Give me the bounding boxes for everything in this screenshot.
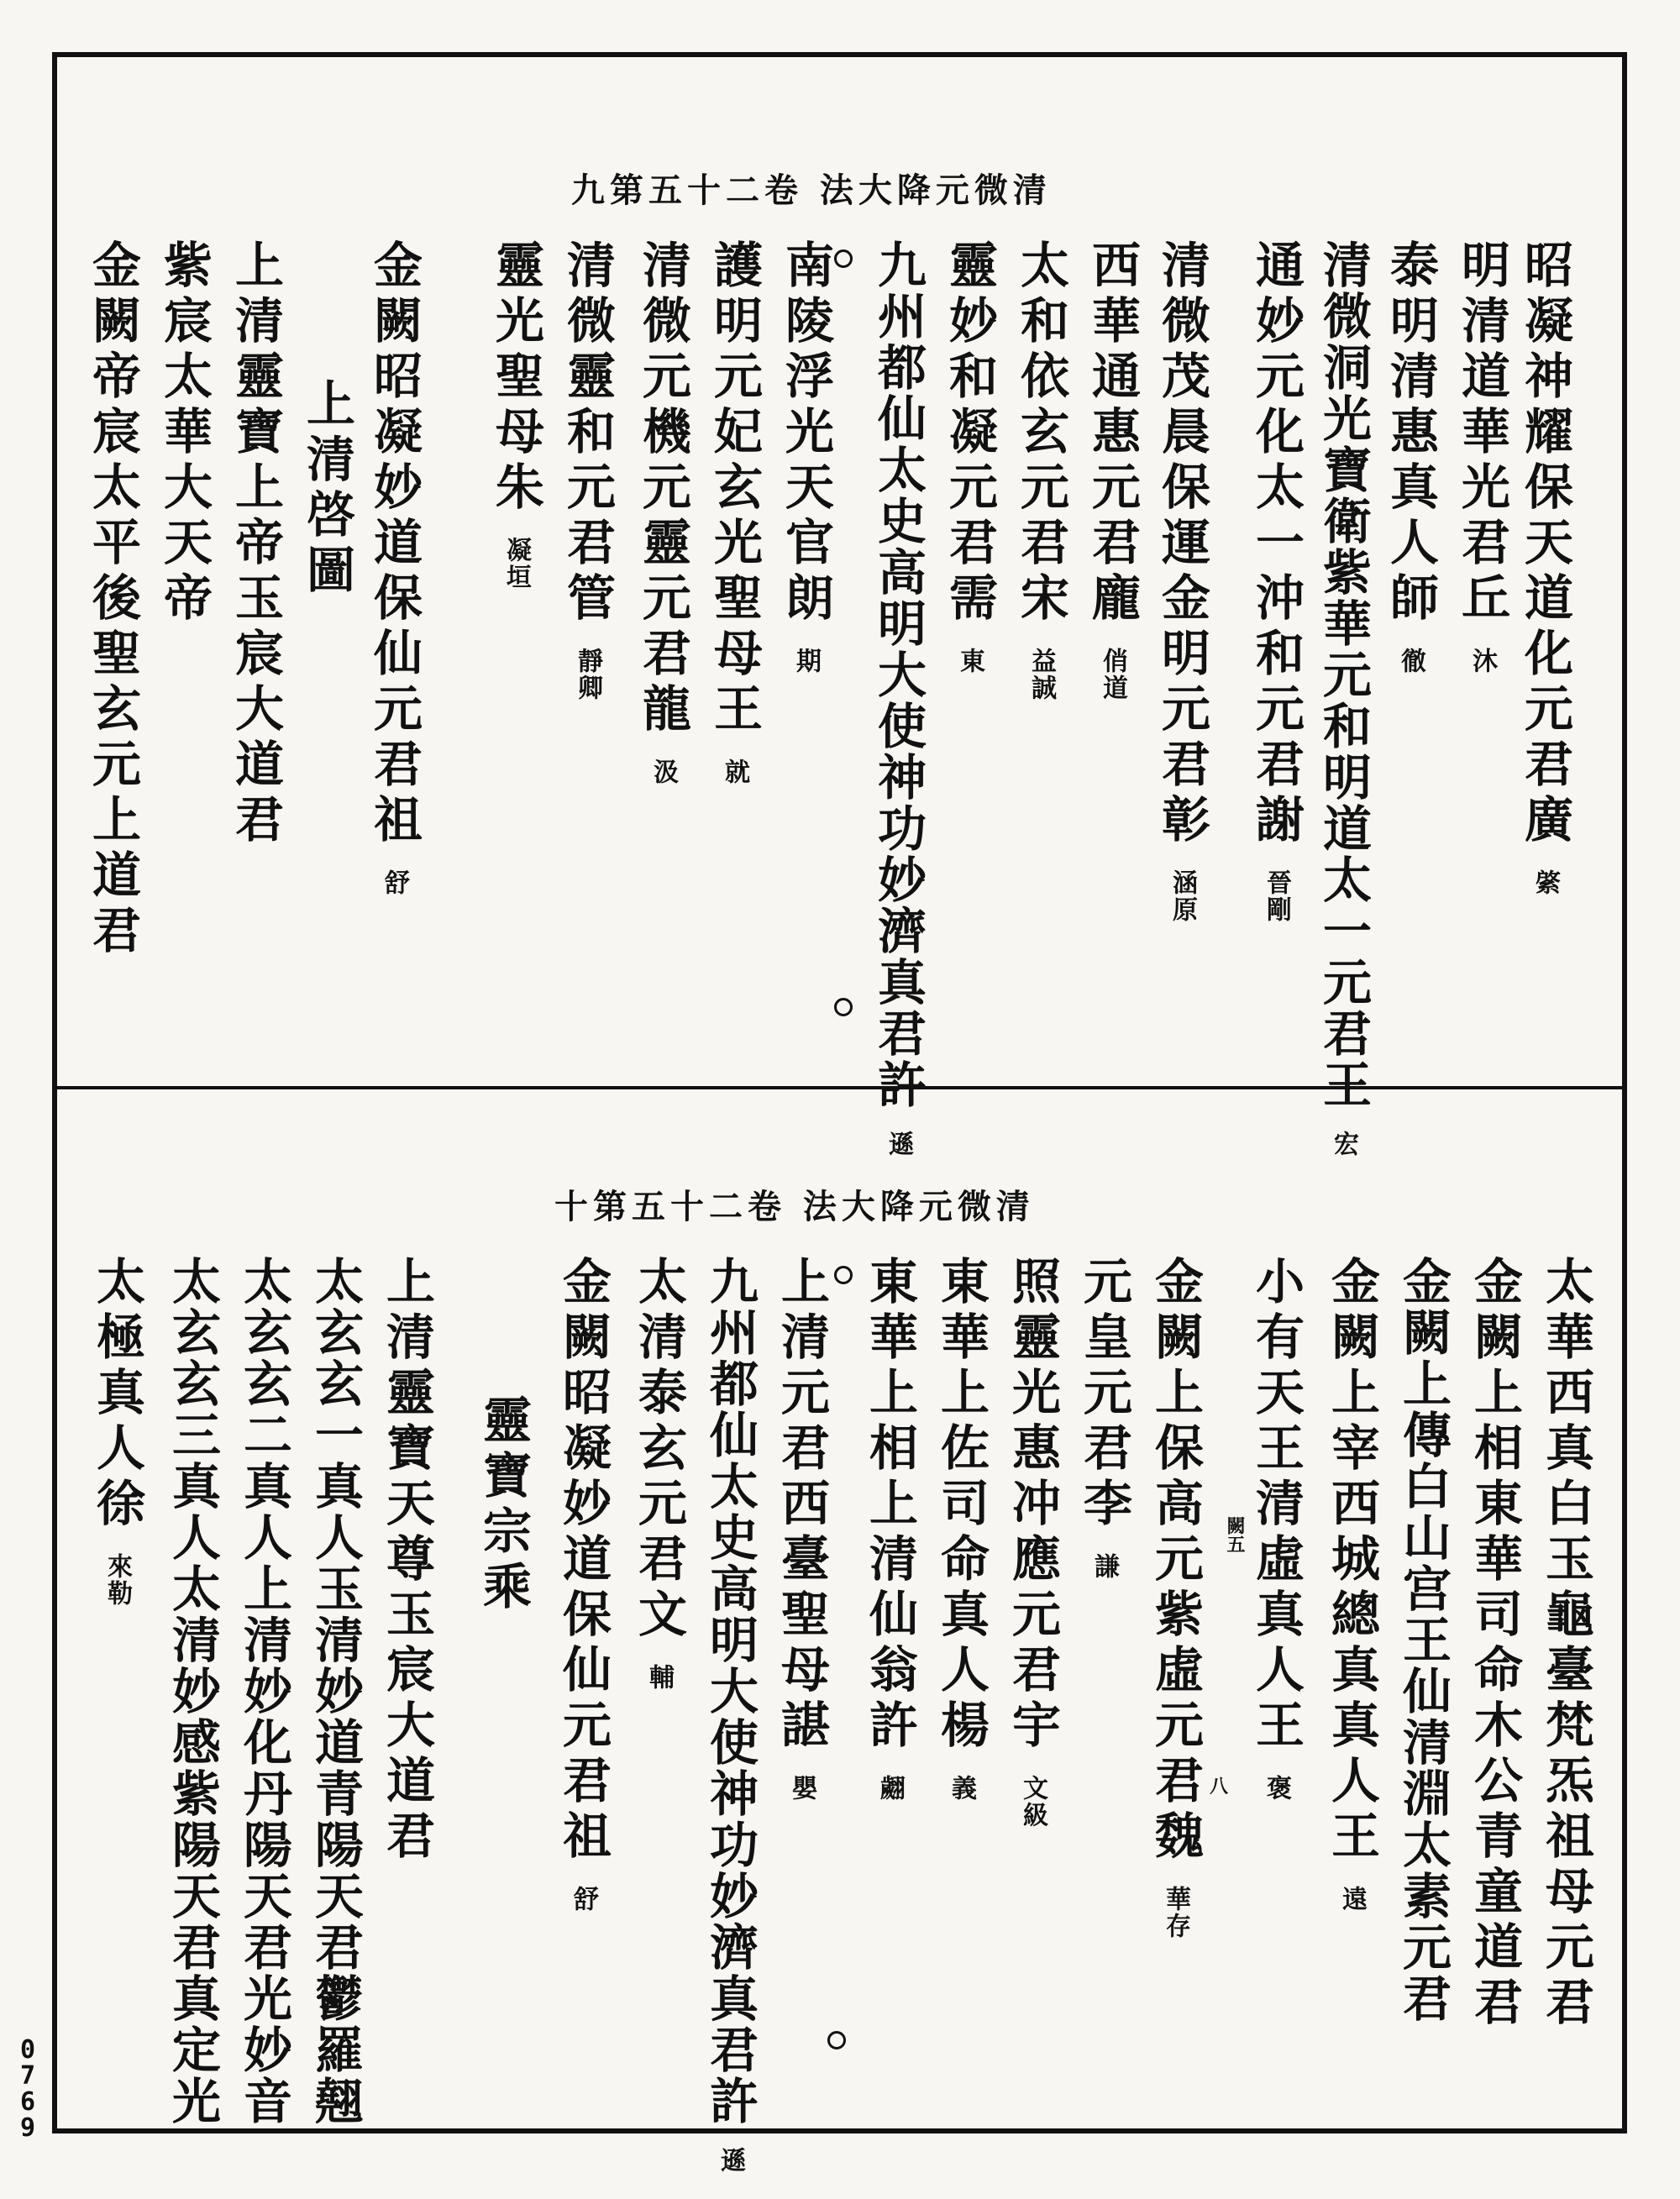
bottom-column: 太玄玄一真人玉清妙道青陽天君鬱羅翹 (307, 1256, 364, 2127)
circle-mark (827, 2031, 846, 2049)
top-column: 金闕昭凝妙道保仙元君祖舒 (365, 239, 423, 896)
margin-mark: 八 (1210, 1776, 1229, 1798)
bottom-column: 太華西真白玉龜臺梵炁祖母元君 (1537, 1256, 1594, 2032)
top-column: 清微靈和元君管靜卿 (559, 239, 616, 701)
top-column: 靈光聖母朱凝垣 (487, 239, 544, 590)
top-column: 清微茂晨保運金明元君彰涵原 (1153, 239, 1210, 923)
bottom-header: 清微元降大法 卷二十五第十 (554, 1187, 1035, 1226)
bottom-column: 照靈光惠冲應元君宇文級 (1004, 1256, 1061, 1829)
top-column: 明清道華光君丘沐 (1453, 239, 1510, 674)
bottom-column: 太玄玄二真人上清妙化丹陽天君光妙音 (235, 1256, 292, 2127)
top-column: 九州都仙太史高明大使神功妙濟真君許遜 (869, 239, 927, 1157)
top-column: 南陵浮光天官朗期 (777, 239, 834, 674)
bottom-column: 上清靈寶天尊玉宸大道君 (378, 1256, 435, 1866)
top-column: 清微元機元靈元君龍汲 (634, 239, 691, 785)
circle-mark (834, 998, 853, 1016)
top-column: 上清靈寶上帝玉宸大道君 (227, 239, 284, 849)
bottom-column: 東華上相上清仙翁許翽 (861, 1256, 918, 1802)
top-column: 泰明清惠真人師徹 (1382, 239, 1439, 674)
page-number: 0769 (19, 2035, 36, 2143)
bottom-column: 九州都仙太史高明大使神功妙濟真君許遜 (701, 1256, 759, 2174)
top-column: 靈妙和凝元君需東 (941, 239, 998, 674)
top-column: 護明元妃玄光聖母王就 (706, 239, 763, 785)
bottom-column: 金闕上宰西城總真真人王遠 (1323, 1256, 1380, 1913)
top-column: 通妙元化太一沖和元君謝晉剛 (1247, 239, 1305, 923)
section-divider (52, 1086, 1627, 1089)
circle-mark (834, 1266, 853, 1284)
top-column: 昭凝神耀保天道化元君廣綮 (1516, 239, 1573, 896)
top-column: 西華通惠元君龐俏道 (1084, 239, 1141, 701)
bottom-column: 金闕上相東華司命木公青童道君 (1466, 1256, 1523, 2032)
bottom-column: 太極真人徐來勒 (88, 1256, 145, 1607)
bottom-column: 靈寶宗乘 (475, 1394, 532, 1616)
bottom-column: 金闕上傳白山宫王仙清淵太素元君 (1394, 1256, 1452, 2024)
top-column: 清微洞光寶衛紫華元和明道太一元君王宏 (1315, 239, 1372, 1157)
bottom-column: 上清元君西臺聖母諶嬰 (773, 1256, 830, 1802)
bottom-column: 東華上佐司命真人楊義 (932, 1256, 990, 1802)
bottom-column: 太清泰玄元君文輔 (630, 1256, 687, 1691)
bottom-column: 金闕昭凝妙道保仙元君祖舒 (554, 1256, 612, 1913)
bottom-column: 小有天王清虛真人王褒 (1247, 1256, 1305, 1802)
circle-mark (834, 249, 853, 268)
top-header: 清微元降大法 卷二十五第九 (571, 171, 1052, 210)
bottom-column: 金闕上保高元紫虛元君魏華存 (1147, 1256, 1204, 1939)
top-column: 金闕帝宸太平後聖玄元上道君 (84, 239, 141, 960)
bottom-column: 太玄玄三真人太清妙感紫陽天君真定光 (164, 1256, 221, 2127)
top-column: 紫宸太華大天帝 (155, 239, 213, 627)
top-column: 上清啓圖 (298, 378, 355, 600)
top-column: 太和依玄元君宋益誠 (1012, 239, 1069, 701)
bottom-column: 元皇元君李謙 (1075, 1256, 1132, 1580)
margin-mark: 闕五 (1224, 1516, 1246, 1553)
